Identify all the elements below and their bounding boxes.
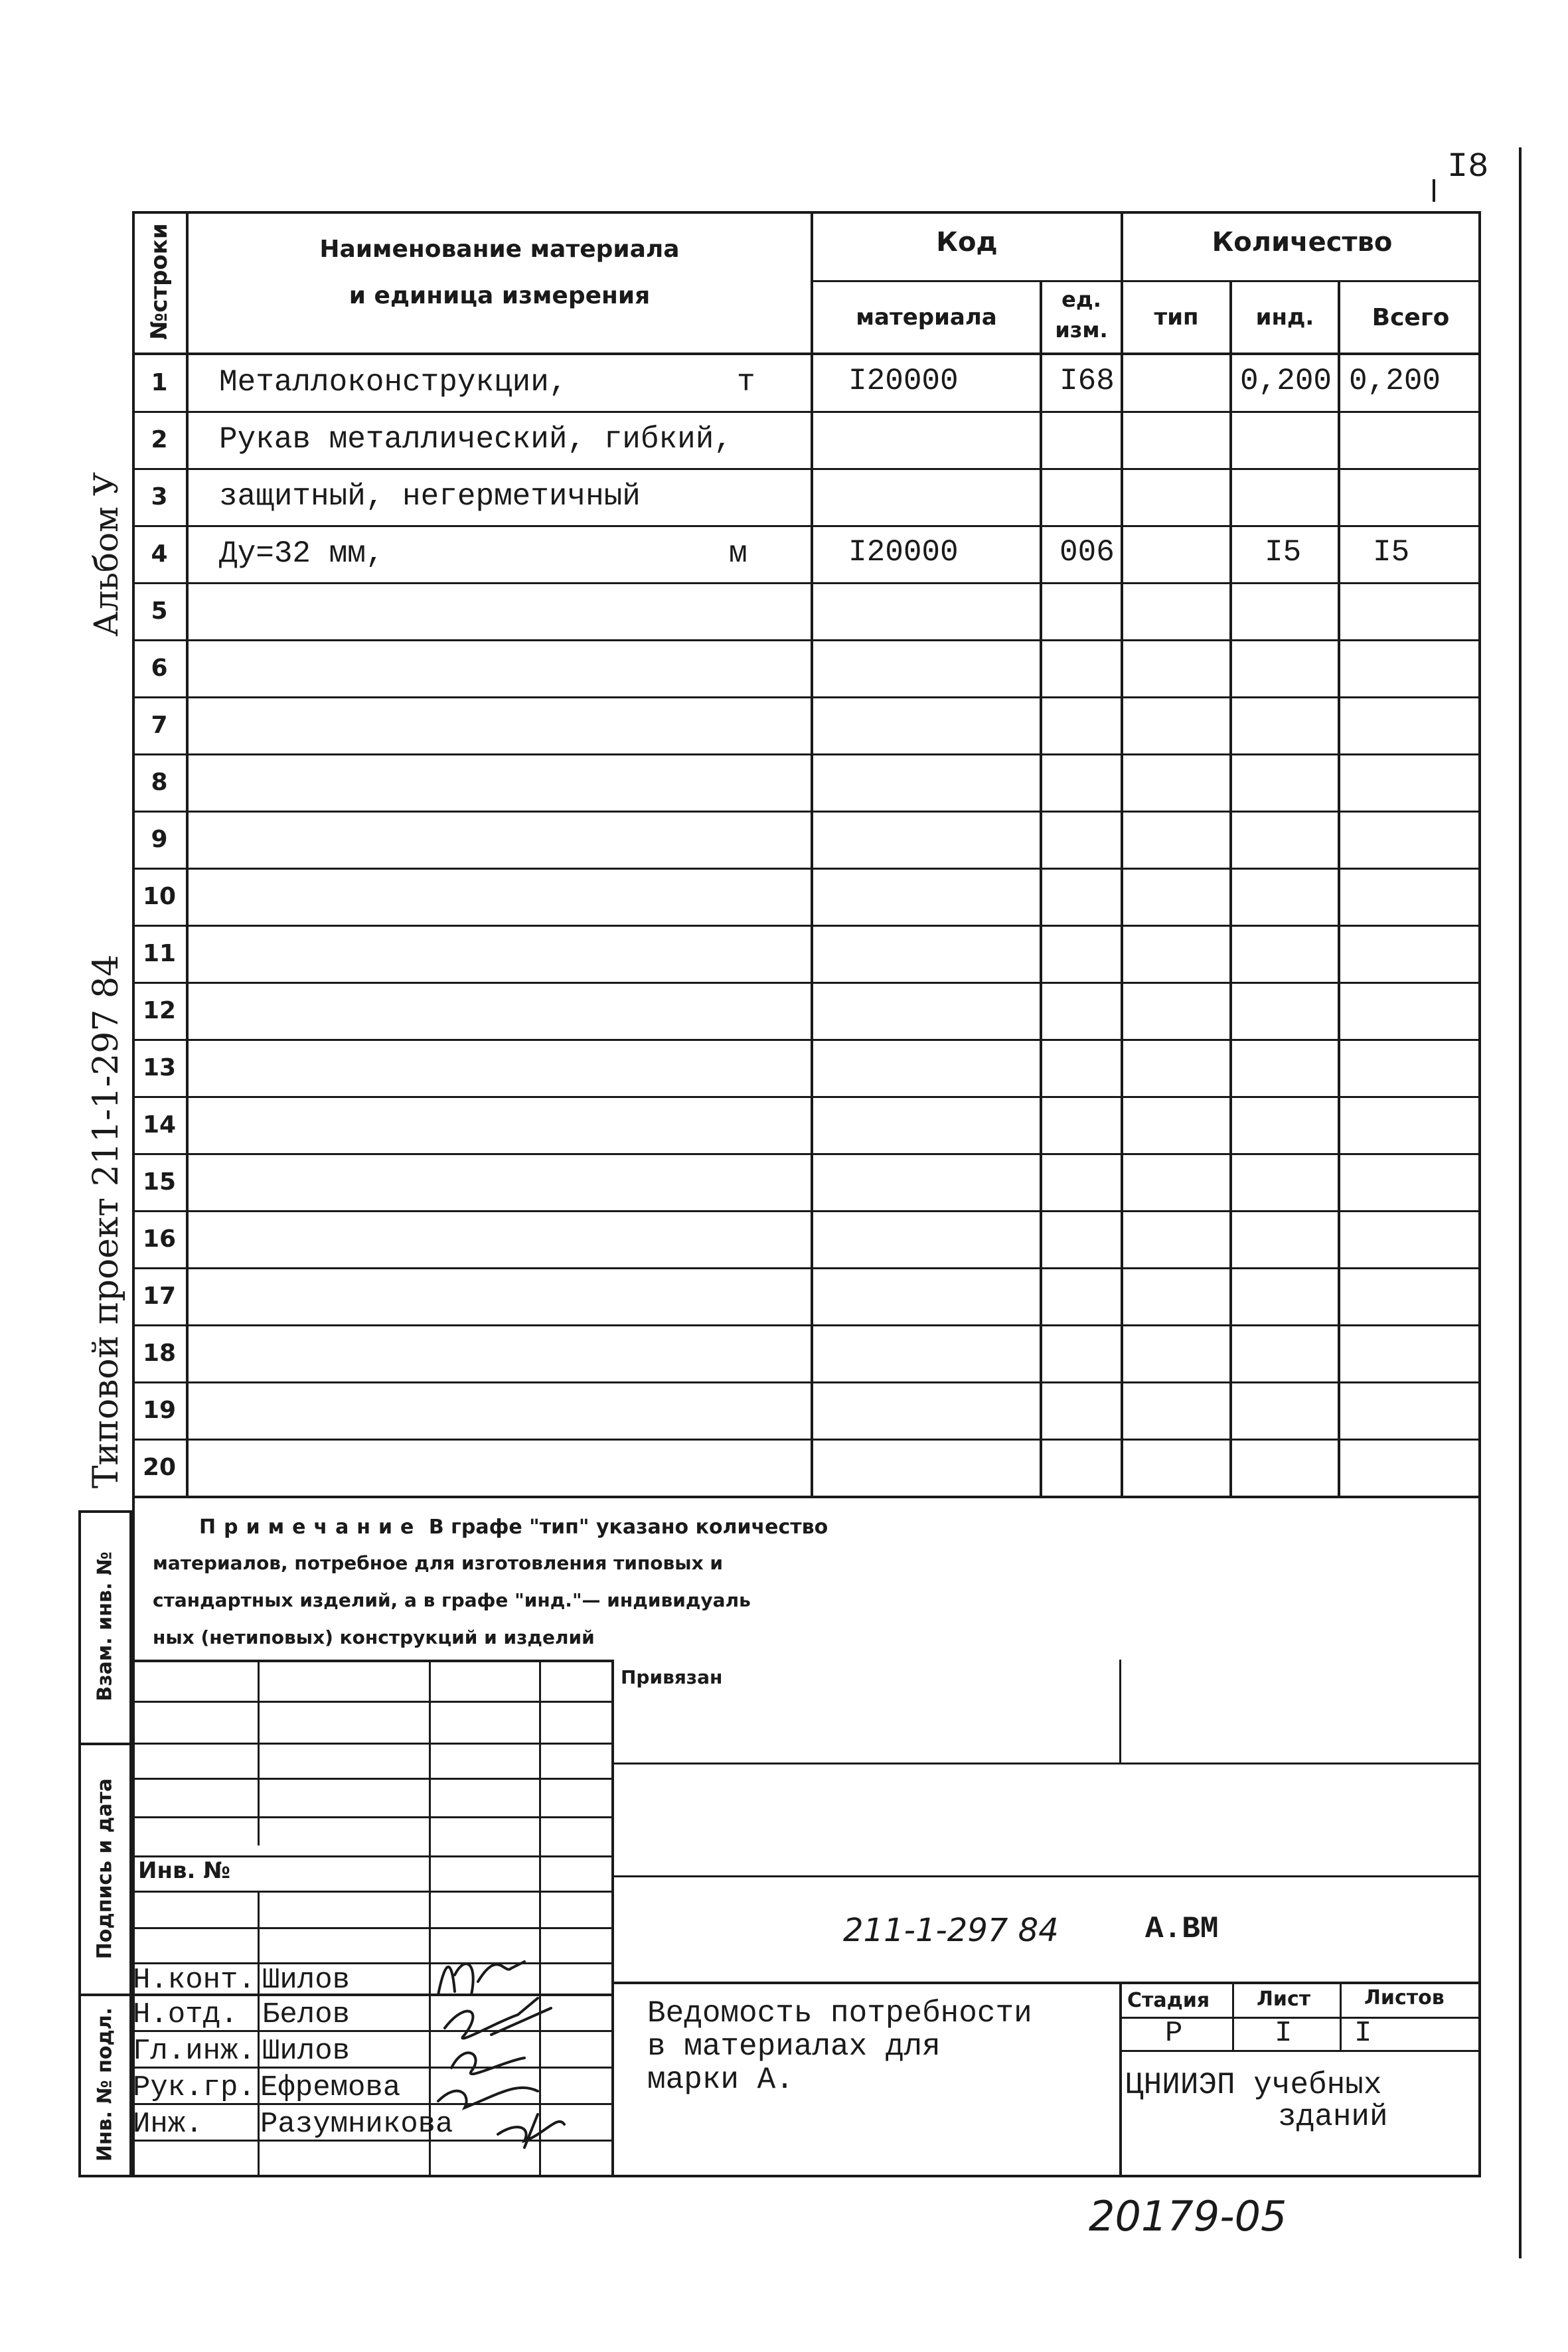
note-text: В графе "тип" указано количество <box>428 1516 828 1539</box>
strip-vzam-inv: Взам. инв. № <box>93 1551 117 1701</box>
header-total: Всего <box>1372 304 1450 331</box>
row-line <box>132 1096 1481 1098</box>
project-label: Типовой проект 211-1-297 84 <box>86 954 126 1489</box>
tb-stage-col <box>1340 1982 1342 2050</box>
header-bottom-line <box>132 353 1481 355</box>
material-name: защитный, негерметичный <box>219 479 641 514</box>
sheets-label: Листов <box>1364 1986 1445 2009</box>
note-line2: материалов, потребное для изготовления типовых и <box>153 1552 723 1574</box>
org-line1: ЦНИИЭП учебных <box>1125 2068 1382 2102</box>
tb-stage-line <box>1119 2050 1481 2052</box>
row-number: 3 <box>151 483 168 510</box>
staff-role: Инж. <box>133 2108 203 2141</box>
row-number: 15 <box>142 1168 177 1196</box>
row-number: 16 <box>142 1225 177 1253</box>
col-line-name <box>811 211 813 1497</box>
material-name: Ду=32 мм, <box>219 536 384 571</box>
note-line1 <box>199 1516 828 1539</box>
title-line3: марки А. <box>647 2063 794 2097</box>
row-line <box>132 868 1481 870</box>
material-unit: т <box>737 365 755 400</box>
signatures <box>425 1935 611 2161</box>
note-label: Примечание <box>199 1516 422 1539</box>
header-unit-line1: ед. <box>1061 287 1101 312</box>
row-number: 11 <box>142 940 177 967</box>
header-code: Код <box>936 227 998 258</box>
staff-name: Ефремова <box>260 2071 401 2104</box>
staff-role: Рук.гр. <box>133 2071 256 2104</box>
row-line <box>132 1153 1481 1155</box>
row-number: 13 <box>142 1054 177 1081</box>
unit-code: I68 <box>1059 364 1115 398</box>
material-code: I20000 <box>848 535 959 570</box>
note-line4: ных (нетиповых) конструкций и изделий <box>153 1626 595 1648</box>
table-bottom-line <box>132 1496 1481 1498</box>
header-sub-line <box>811 280 1481 282</box>
stage-label: Стадия <box>1127 1989 1210 2012</box>
row-line <box>132 1210 1481 1212</box>
row-number: 19 <box>142 1397 177 1424</box>
archive-number: 20179-05 <box>1089 2192 1287 2240</box>
material-name: Металлоконструкции, <box>219 365 568 400</box>
col-line-ind <box>1338 281 1340 1497</box>
privyazan-label: Привязан <box>621 1666 723 1688</box>
header-unit-line2: изм. <box>1055 317 1108 343</box>
sheets-value: I <box>1354 2017 1372 2050</box>
tb-right-line <box>611 1982 1481 1984</box>
title-line2: в материалах для <box>647 2029 941 2064</box>
right-margin-line <box>1519 147 1522 2258</box>
staff-role: Гл.инж. <box>133 2035 256 2068</box>
row-line <box>132 1267 1481 1269</box>
qty-total: I5 <box>1373 535 1410 570</box>
header-name-line2: и единица измерения <box>349 282 651 309</box>
row-number: 8 <box>151 769 168 796</box>
col-line-qty <box>1121 211 1123 1497</box>
row-number: 5 <box>151 597 168 625</box>
row-number: 7 <box>151 712 168 739</box>
header-row-no: №строки <box>146 223 173 340</box>
strip-podpis-data: Подпись и дата <box>93 1778 117 1960</box>
row-number: 12 <box>142 997 177 1024</box>
strip-divider-1 <box>78 1743 132 1745</box>
doc-mark: А.ВМ <box>1145 1912 1219 1946</box>
sheet-value: I <box>1275 2017 1293 2050</box>
sheet-label: Лист <box>1257 1988 1311 2011</box>
qty-total: 0,200 <box>1349 364 1441 398</box>
stage-value: Р <box>1165 2017 1183 2050</box>
row-number: 17 <box>142 1283 177 1310</box>
row-line <box>132 1039 1481 1041</box>
row-line <box>132 696 1481 698</box>
unit-code: 006 <box>1059 535 1115 570</box>
qty-ind: 0,200 <box>1240 364 1332 398</box>
row-line <box>132 1324 1481 1326</box>
row-number: 20 <box>142 1454 177 1481</box>
col-line-unit <box>1040 281 1042 1497</box>
note-line3: стандартных изделий, а в графе "инд."— индивидуаль <box>153 1589 751 1611</box>
row-line <box>132 411 1481 413</box>
row-number: 6 <box>151 655 168 682</box>
staff-name: Шилов <box>262 2035 351 2068</box>
title-line1: Ведомость потребности <box>647 1996 1032 2031</box>
strip-divider-2 <box>78 1994 132 1996</box>
row-number: 2 <box>151 426 168 453</box>
staff-name: Разумникова <box>260 2108 453 2141</box>
header-material: материала <box>856 304 997 331</box>
row-line <box>132 1381 1481 1383</box>
staff-role: Н.конт. <box>133 1964 256 1997</box>
strip-inv-podl: Инв. № подл. <box>93 2007 117 2162</box>
row-line <box>132 1439 1481 1441</box>
tb-right-line <box>611 1763 1481 1764</box>
album-label: Альбом У <box>87 472 125 637</box>
row-line <box>132 811 1481 813</box>
tb-col-line <box>258 1891 260 2177</box>
row-line <box>132 639 1481 641</box>
material-code: I20000 <box>848 364 959 398</box>
tb-title-divider <box>1119 1982 1122 2177</box>
org-line2: зданий <box>1278 2100 1388 2134</box>
staff-role: Н.отд. <box>133 1998 238 2031</box>
staff-name: Белов <box>262 1998 351 2031</box>
row-line <box>132 525 1481 527</box>
tb-privyazan-divider <box>1119 1660 1121 1763</box>
tb-main-divider <box>611 1660 614 2177</box>
row-number: 1 <box>151 369 168 396</box>
col-line-num <box>186 211 189 1497</box>
qty-ind: I5 <box>1265 535 1302 570</box>
row-number: 10 <box>142 883 177 910</box>
row-number: 18 <box>142 1340 177 1367</box>
material-name: Рукав металлический, гибкий, <box>219 422 732 457</box>
row-line <box>132 753 1481 755</box>
row-number: 9 <box>151 826 168 853</box>
header-quantity: Количество <box>1212 227 1393 258</box>
page-number: I8 <box>1447 147 1489 187</box>
tb-col-line <box>258 1660 260 1845</box>
row-line <box>132 925 1481 927</box>
col-line-tip <box>1229 281 1232 1497</box>
header-ind: инд. <box>1255 304 1314 331</box>
header-name-line1: Наименование материала <box>319 236 680 263</box>
row-number: 14 <box>142 1111 177 1138</box>
row-line <box>132 468 1481 470</box>
tb-stage-col <box>1232 1982 1234 2050</box>
header-tip: тип <box>1154 304 1199 331</box>
page-number-tick <box>1433 179 1435 202</box>
row-number: 4 <box>151 540 168 568</box>
row-line <box>132 982 1481 984</box>
material-unit: м <box>729 536 747 571</box>
doc-code: 211-1-297 84 <box>843 1912 1059 1949</box>
row-line <box>132 582 1481 584</box>
staff-name: Шилов <box>262 1964 351 1997</box>
tb-right-line <box>611 1875 1481 1877</box>
inv-no-label: Инв. № <box>138 1857 231 1884</box>
